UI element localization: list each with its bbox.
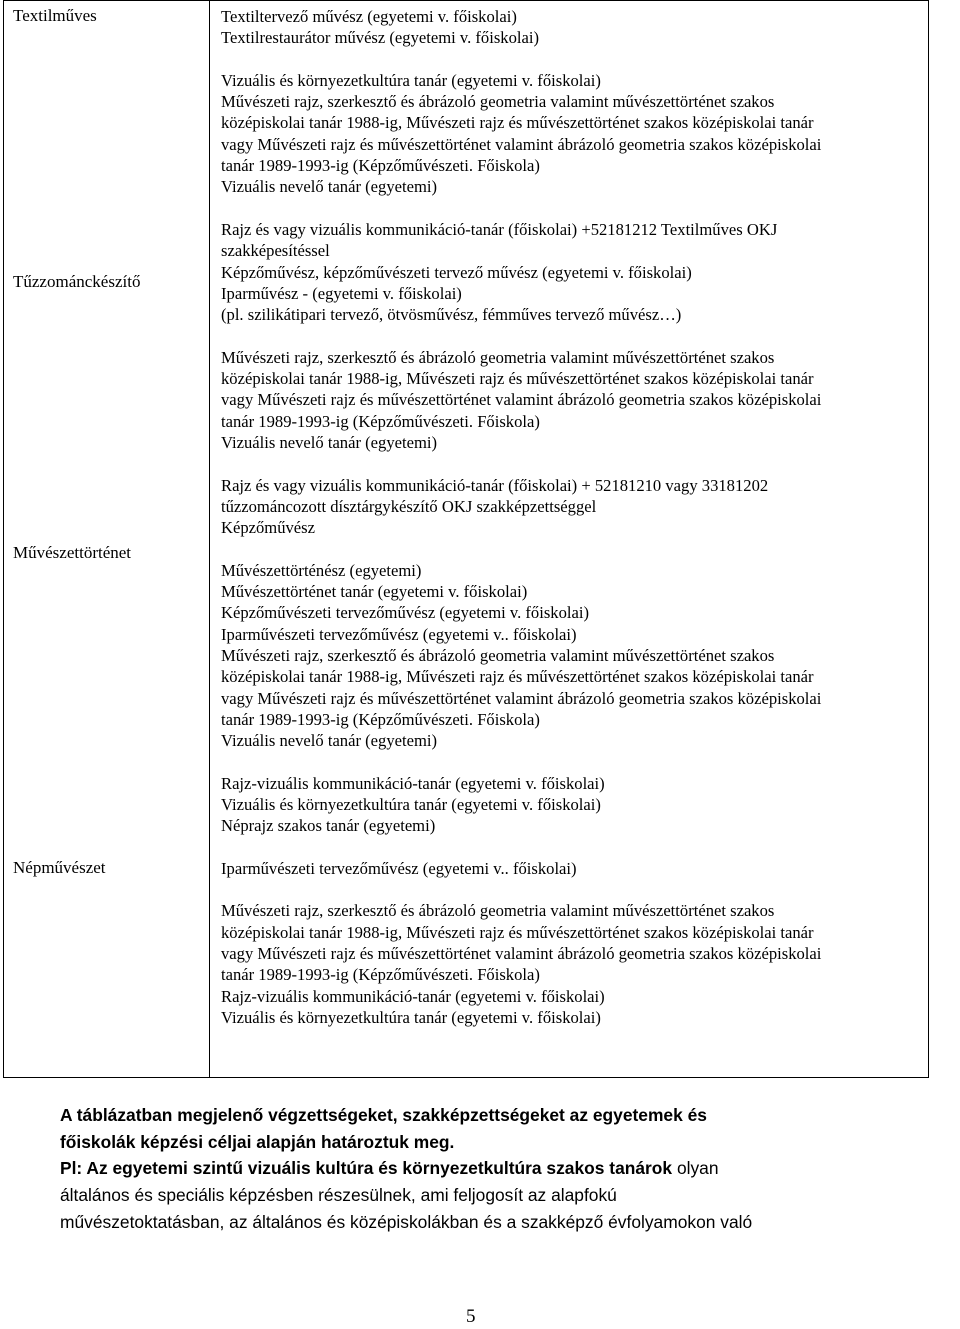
qualification-line: Vizuális és környezetkultúra tanár (egyetemi v. főiskolai) — [221, 70, 601, 90]
qualification-line: Képzőművészeti tervezőművész (egyetemi v. főiskolai) — [221, 603, 589, 623]
row-label-tuzzomanckeszito: Tűzzománckészítő — [13, 272, 141, 291]
qualification-line: vagy Művészeti rajz és művészettörténet valamint ábrázoló geometria szakos középiskolai — [221, 390, 822, 410]
qualification-line: Rajz és vagy vizuális kommunikáció-tanár (főiskolai) + 52181210 vagy 33181202 — [221, 475, 769, 495]
qualification-line: Vizuális és környezetkultúra tanár (egyetemi v. főiskolai) — [221, 794, 601, 814]
qualification-line: Vizuális és környezetkultúra tanár (egyetemi v. főiskolai) — [221, 1007, 601, 1027]
qualification-line: középiskolai tanár 1988-ig, Művészeti rajz és művészettörténet szakos középiskolai tanár — [221, 667, 814, 687]
qualification-list — [221, 6, 933, 1028]
qualification-line: Művészeti rajz, szerkesztő és ábrázoló geometria valamint művészettörténet szakos — [221, 645, 775, 665]
qualification-line: Vizuális nevelő tanár (egyetemi) — [221, 731, 438, 751]
qualification-line: Iparművészeti tervezőművész (egyetemi v.. főiskolai) — [221, 624, 577, 644]
qualification-line: tanár 1989-1993-ig (Képzőművészeti. Főiskola) — [221, 156, 540, 176]
column-divider — [209, 1, 210, 1077]
qualification-line: tűzzománcozott dísztárgykészítő OKJ szakképzettséggel — [221, 496, 597, 516]
spacer — [221, 198, 933, 219]
qualification-line: Művészeti rajz, szerkesztő és ábrázoló geometria valamint művészettörténet szakos — [221, 347, 775, 367]
qualification-line: középiskolai tanár 1988-ig, Művészeti rajz és művészettörténet szakos középiskolai tanár — [221, 922, 814, 942]
spacer — [221, 837, 933, 858]
page-number: 5 — [466, 1306, 476, 1327]
spacer — [221, 325, 933, 346]
qualification-line: vagy Művészeti rajz és művészettörténet valamint ábrázoló geometria szakos középiskolai — [221, 134, 822, 154]
qualification-line: Iparművész - (egyetemi v. főiskolai) — [221, 283, 462, 303]
qualification-line: szakképesítéssel — [221, 241, 330, 261]
qualification-line: Rajz-vizuális kommunikáció-tanár (egyetemi v. főiskolai) — [221, 773, 605, 793]
qualification-line: tanár 1989-1993-ig (Képzőművészeti. Főiskola) — [221, 709, 540, 729]
spacer — [221, 49, 933, 70]
paragraph-line: művészetoktatásban, az általános és középiskolákban és a szakképző évfolyamokon való — [60, 1211, 753, 1232]
explanatory-paragraph — [60, 1102, 920, 1236]
qualification-line: Képzőművész — [221, 518, 315, 538]
qualification-line: Vizuális nevelő tanár (egyetemi) — [221, 432, 438, 452]
qualification-line: (pl. szilikátipari tervező, ötvösművész, fémműves tervező művész…) — [221, 305, 682, 325]
row-label-nepmuveszet: Népművészet — [13, 858, 106, 877]
qualification-line: Textiltervező művész (egyetemi v. főiskolai) — [221, 7, 517, 26]
qualification-line: Rajz-vizuális kommunikáció-tanár (egyetemi v. főiskolai) — [221, 986, 605, 1006]
spacer — [221, 538, 933, 559]
paragraph-rest: olyan — [672, 1158, 719, 1179]
paragraph-bold-lead: Pl: Az egyetemi szintű vizuális kultúra és környezetkultúra szakos tanárok — [60, 1158, 673, 1179]
qualification-line: Művészeti rajz, szerkesztő és ábrázoló geometria valamint művészettörténet szakos — [221, 901, 775, 921]
qualification-line: vagy Művészeti rajz és művészettörténet valamint ábrázoló geometria szakos középiskolai — [221, 944, 822, 964]
paragraph-line — [60, 1155, 920, 1182]
qualification-line: Iparművészeti tervezőművész (egyetemi v.. főiskolai) — [221, 858, 577, 878]
paragraph-line: A táblázatban megjelenő végzettségeket, szakképzettségeket az egyetemek és — [60, 1105, 707, 1125]
qualification-line: Művészeti rajz, szerkesztő és ábrázoló geometria valamint művészettörténet szakos — [221, 92, 775, 112]
qualification-line: középiskolai tanár 1988-ig, Művészeti rajz és művészettörténet szakos középiskolai tanár — [221, 113, 814, 133]
spacer — [221, 751, 933, 772]
qualification-line: Textilrestaurátor művész (egyetemi v. főiskolai) — [221, 28, 540, 48]
spacer — [221, 453, 933, 474]
row-label-muveszettortenet: Művészettörténet — [13, 543, 132, 562]
qualification-line: Vizuális nevelő tanár (egyetemi) — [221, 177, 438, 197]
qualification-line: Képzőművész, képzőművészeti tervező művész (egyetemi v. főiskolai) — [221, 262, 692, 282]
paragraph-line: főiskolák képzési céljai alapján határoztuk meg. — [60, 1131, 455, 1152]
paragraph-line: általános és speciális képzésben részesülnek, ami feljogosít az alapfokú — [60, 1185, 617, 1206]
spacer — [221, 879, 933, 900]
qualification-line: vagy Művészeti rajz és művészettörténet valamint ábrázoló geometria szakos középiskolai — [221, 688, 822, 708]
qualification-line: középiskolai tanár 1988-ig, Művészeti rajz és művészettörténet szakos középiskolai tanár — [221, 369, 814, 389]
qualification-line: Néprajz szakos tanár (egyetemi) — [221, 816, 436, 836]
qualification-line: Művészettörténet tanár (egyetemi v. főiskolai) — [221, 582, 528, 602]
qualification-line: Művészettörténész (egyetemi) — [221, 560, 422, 580]
qualification-line: tanár 1989-1993-ig (Képzőművészeti. Főiskola) — [221, 411, 540, 431]
qualification-line: tanár 1989-1993-ig (Képzőművészeti. Főiskola) — [221, 965, 540, 985]
row-label-textilmuves: Textilműves — [13, 6, 97, 25]
qualifications-table — [3, 0, 929, 1078]
qualification-line: Rajz és vagy vizuális kommunikáció-tanár (főiskolai) +52181212 Textilműves OKJ — [221, 219, 778, 239]
